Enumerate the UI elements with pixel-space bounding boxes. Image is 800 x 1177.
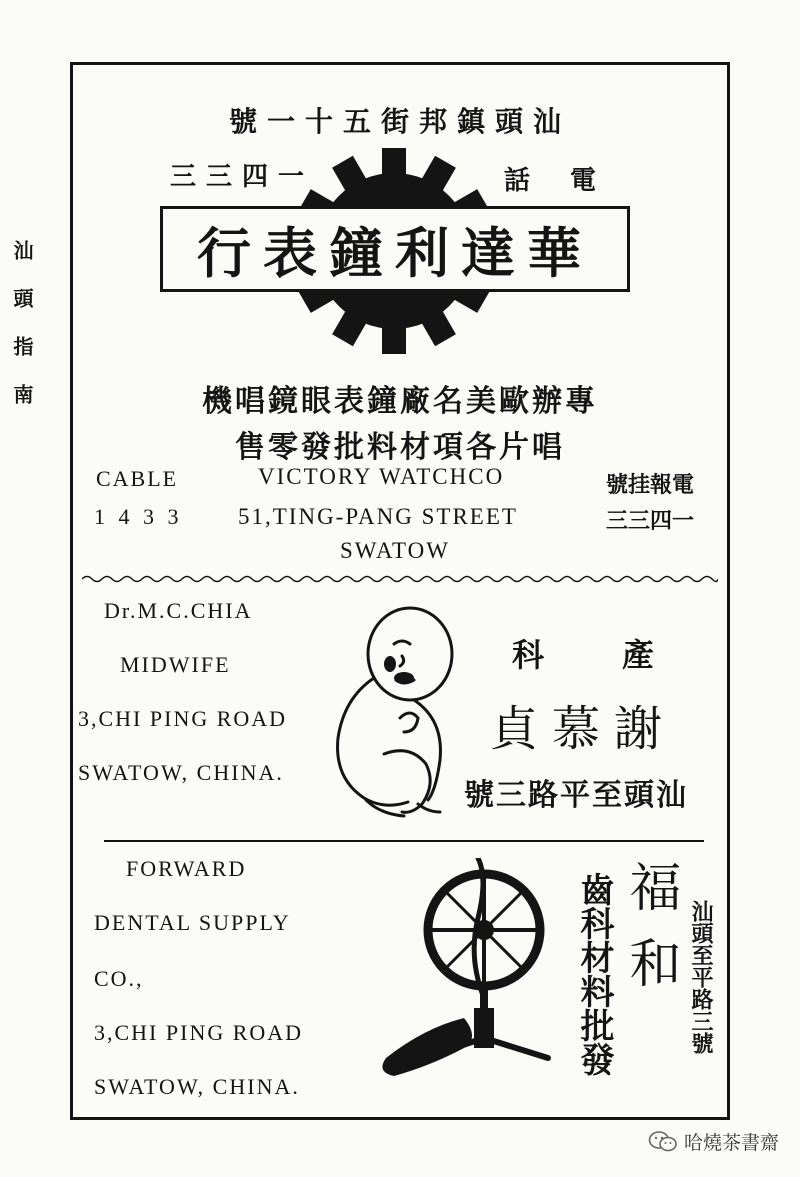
dental-line-4: 3,CHI PING ROAD [94,1020,304,1045]
midwife-city: SWATOW, CHINA. [78,760,284,785]
department-char-2: 科 [512,636,545,674]
phone-label: 電話 [504,166,637,196]
watermark [648,1128,779,1155]
city-en: SWATOW [340,538,450,563]
phone-number: 一四三三 [170,162,315,192]
store-name-text: 華達利鐘表行 [197,220,593,285]
cable-number: 1 4 3 3 [94,504,183,529]
tagline-1: 專辦歐美名廠鐘表眼鏡唱機 [202,384,598,419]
section-divider [104,840,704,842]
wavy-divider [82,574,718,584]
tagline-2: 唱片各項材料批發零售 [235,430,565,465]
top-address: 汕頭鎮邦街五十一號 [228,105,571,138]
dental-name-cn: 福和 [620,860,680,1012]
dental-line-2: DENTAL SUPPLY [94,910,291,935]
dental-address-cn: 汕頭至平路三號 [688,900,714,1054]
cable-label: CABLE [96,466,179,491]
sidebar-vertical-title: 汕頭指南 [10,240,34,432]
telegraph-number: 一四三三 [606,508,695,534]
telegraph-label: 電報挂號 [606,472,695,498]
midwife-address: 3,CHI PING ROAD [78,706,288,731]
dental-line-3: CO., [94,966,144,991]
wechat-icon [648,1130,678,1154]
dental-line-1: FORWARD [126,856,247,881]
profession: MIDWIFE [120,652,231,677]
dental-line-5: SWATOW, CHINA. [94,1074,300,1099]
company-name-en: VICTORY WATCHCO [258,464,505,489]
watermark-text: 哈燒茶書齋 [684,1132,780,1154]
dental-goods-cn: 齒科材料批發 [574,872,614,1076]
department-char-1: 產 [622,636,655,674]
midwife-name-cn: 謝慕貞 [490,701,677,757]
store-name [160,206,630,292]
fetus-illustration [326,604,468,824]
doctor-name: Dr.M.C.CHIA [104,598,253,623]
dental-drill-illustration [374,858,554,1084]
midwife-address-cn: 汕頭至平路三號 [464,778,688,813]
address-en: 51,TING-PANG STREET [238,504,518,529]
